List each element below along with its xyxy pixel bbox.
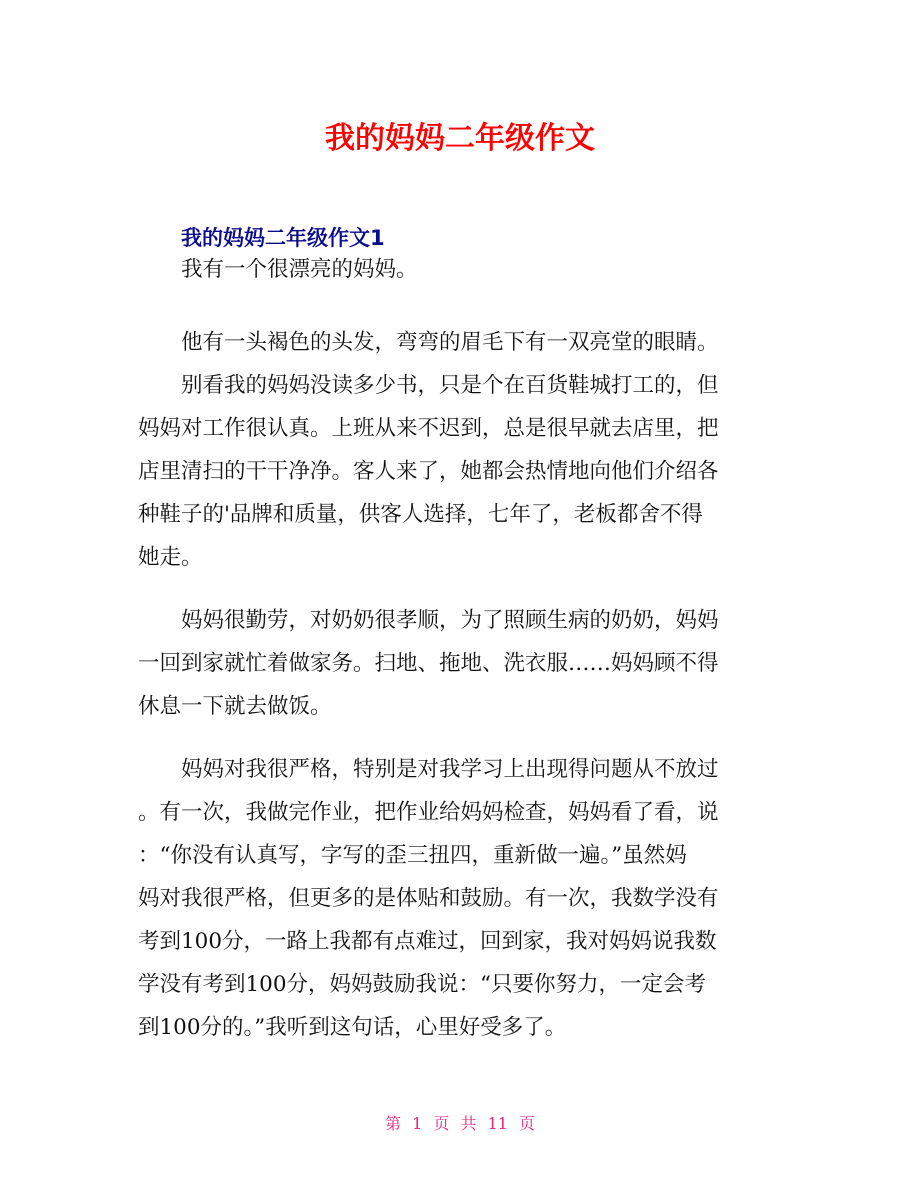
- text-line: 她走。: [138, 545, 203, 570]
- text-line: 一回到家就忙着做家务。扫地、拖地、洗衣服……妈妈顾不得: [138, 651, 719, 676]
- text-line: 店里清扫的干干净净。客人来了，她都会热情地向他们介绍各: [138, 459, 719, 484]
- text-line: 种鞋子的'品牌和质量，供客人选择，七年了，老板都舍不得: [138, 502, 703, 527]
- text-line: 我有一个很漂亮的妈妈。: [181, 257, 418, 282]
- document-title: 我的妈妈二年级作文: [325, 121, 595, 156]
- page-number-footer: 第 1 页 共 11 页: [385, 1114, 535, 1133]
- text-line: ：“你没有认真写，字写的歪三扭四，重新做一遍。”虽然妈: [138, 843, 687, 868]
- text-line: 他有一头褐色的头发，弯弯的眉毛下有一双亮堂的眼睛。: [181, 330, 719, 355]
- text-line: 别看我的妈妈没读多少书，只是个在百货鞋城打工的，但: [181, 373, 719, 398]
- text-line: 妈妈很勤劳，对奶奶很孝顺，为了照顾生病的奶奶，妈妈: [181, 608, 719, 633]
- text-line: 到100分的。”我听到这句话，心里好受多了。: [138, 1015, 567, 1040]
- text-line: 考到100分，一路上我都有点难过，回到家，我对妈妈说我数: [138, 929, 717, 954]
- text-line: 学没有考到100分，妈妈鼓励我说：“只要你努力，一定会考: [138, 972, 707, 997]
- text-line: 。有一次，我做完作业，把作业给妈妈检查，妈妈看了看，说: [138, 800, 719, 825]
- text-line: 休息一下就去做饭。: [138, 694, 332, 719]
- text-line: 妈妈对我很严格，特别是对我学习上出现得问题从不放过: [181, 757, 719, 782]
- section-heading: 我的妈妈二年级作文1: [181, 226, 385, 250]
- text-line: 妈妈对工作很认真。上班从来不迟到，总是很早就去店里，把: [138, 416, 719, 441]
- text-line: 妈对我很严格，但更多的是体贴和鼓励。有一次，我数学没有: [138, 886, 719, 911]
